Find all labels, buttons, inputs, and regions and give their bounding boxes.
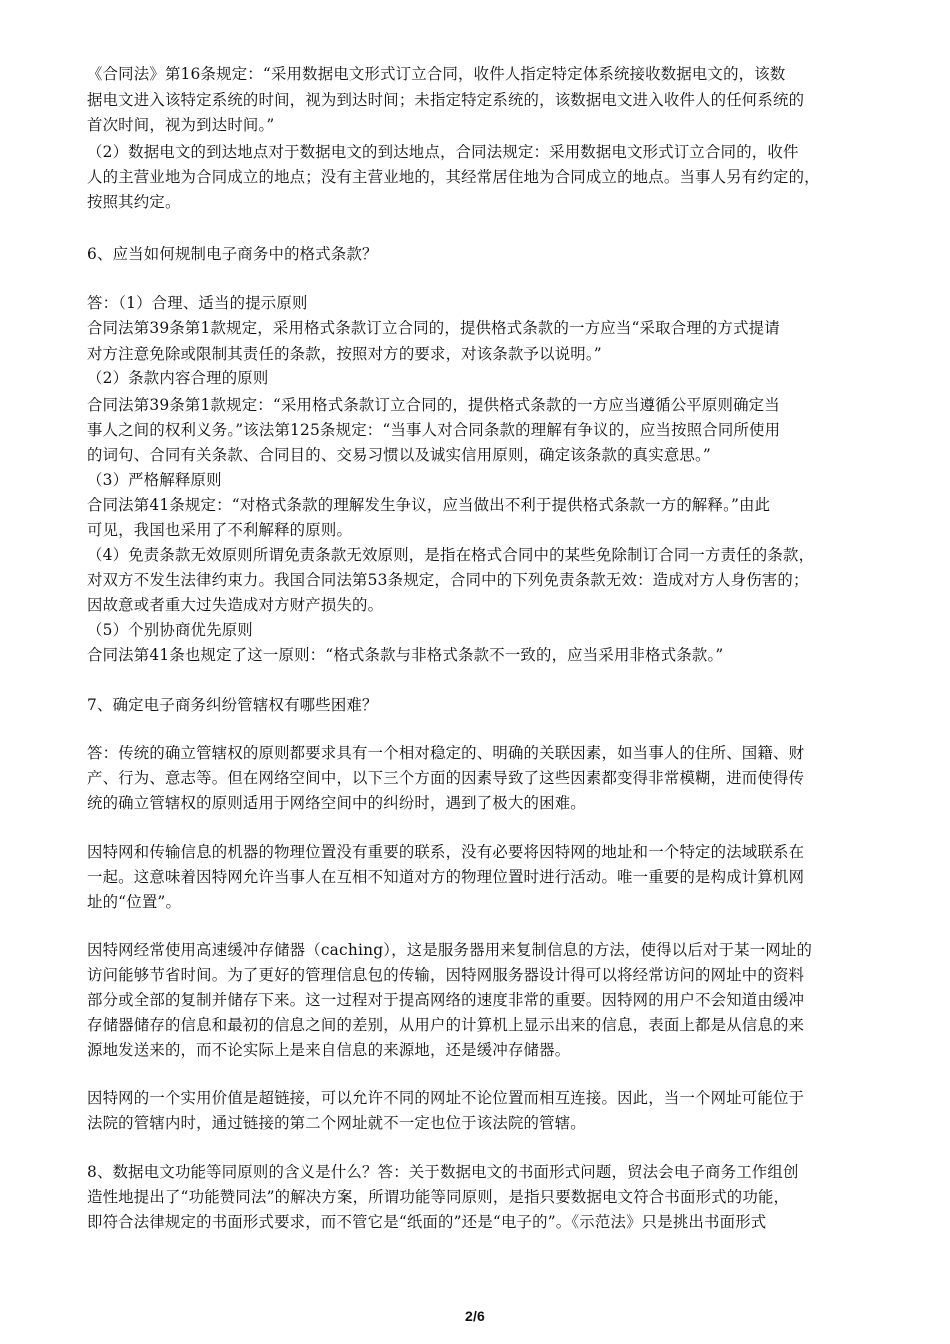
text-line: 首次时间，视为到达时间。” — [87, 116, 275, 134]
text-line: 6、应当如何规制电子商务中的格式条款？ — [87, 245, 378, 263]
text-line: 答：（1）合理、适当的提示原则 — [87, 294, 308, 312]
text-line: （4）免责条款无效原则所谓免责条款无效原则，是指在格式合同中的某些免除制订合同一方责任的条款， — [87, 546, 815, 564]
text-line: 址的“位置”。 — [87, 893, 182, 911]
text-line: 8、数据电文功能等同原则的含义是什么？答：关于数据电文的书面形式问题，贸法会电子商务工作组创 — [87, 1163, 799, 1181]
text-line: （3）严格解释原则 — [87, 471, 222, 489]
text-line: 据电文进入该特定系统的时间，视为到达时间；未指定特定系统的，该数据电文进入收件人的任何系统的 — [87, 91, 805, 109]
text-line: 合同法第39条第1款规定：“采用格式条款订立合同的，提供格式条款的一方应当遵循公平原则确定当 — [87, 396, 780, 414]
text-line: 对双方不发生法律约束力。我国合同法第53条规定，合同中的下列免责条款无效：造成对方人身伤害的； — [87, 571, 809, 589]
text-line: 部分或全部的复制并储存下来。这一过程对于提高网络的速度非常的重要。因特网的用户不会知道由缓冲 — [87, 991, 805, 1009]
text-line: 人的主营业地为合同成立的地点；没有主营业地的，其经常居住地为合同成立的地点。当事人另有约定的， — [87, 168, 820, 186]
text-line: 《合同法》第16条规定：“采用数据电文形式订立合同，收件人指定特定体系统接收数据电文的，该数 — [87, 65, 786, 83]
text-line: 因故意或者重大过失造成对方财产损失的。 — [87, 596, 384, 614]
text-line: 法院的管辖内时，通过链接的第二个网址就不一定也位于该法院的管辖。 — [87, 1114, 586, 1132]
text-line: 合同法第41条也规定了这一原则：“格式条款与非格式条款不一致的，应当采用非格式条款。” — [87, 646, 724, 664]
text-line: 答：传统的确立管辖权的原则都要求具有一个相对稳定的、明确的关联因素，如当事人的住所、国籍、财 — [87, 744, 805, 762]
text-line: （2）数据电文的到达地点对于数据电文的到达地点，合同法规定：采用数据电文形式订立合同的，收件 — [87, 143, 799, 161]
text-line: （5）个别协商优先原则 — [87, 621, 253, 639]
page-number: 2/6 — [464, 1308, 486, 1324]
text-line: 因特网的一个实用价值是超链接，可以允许不同的网址不论位置而相互连接。因此，当一个网址可能位于 — [87, 1089, 805, 1107]
text-line: 因特网和传输信息的机器的物理位置没有重要的联系，没有必要将因特网的地址和一个特定的法域联系在 — [87, 843, 805, 861]
text-line: 源地发送来的，而不论实际上是来自信息的来源地，还是缓冲存储器。 — [87, 1041, 571, 1059]
text-line: 合同法第39条第1款规定，采用格式条款订立合同的，提供格式条款的一方应当“采取合理的方式提请 — [87, 319, 780, 337]
text-line: 7、确定电子商务纠纷管辖权有哪些困难？ — [87, 696, 378, 714]
text-line: 因特网经常使用高速缓冲存储器（caching），这是服务器用来复制信息的方法，使得以后对于某一网址的 — [87, 941, 813, 959]
text-line: （2）条款内容合理的原则 — [87, 369, 269, 387]
text-line: 访问能够节省时间。为了更好的管理信息包的传输，因特网服务器设计得可以将经常访问的网址中的资料 — [87, 966, 805, 984]
text-line: 合同法第41条规定：“对格式条款的理解发生争议，应当做出不利于提供格式条款一方的解释。”由此 — [87, 496, 771, 514]
text-line: 对方注意免除或限制其责任的条款，按照对方的要求，对该条款予以说明。” — [87, 345, 602, 363]
text-line: 统的确立管辖权的原则适用于网络空间中的纠纷时，遇到了极大的困难。 — [87, 794, 586, 812]
text-line: 的词句、合同有关条款、合同目的、交易习惯以及诚实信用原则，确定该条款的真实意思。” — [87, 446, 711, 464]
text-line: 产、行为、意志等。但在网络空间中，以下三个方面的因素导致了这些因素都变得非常模糊，进而使得传 — [87, 769, 805, 787]
text-line: 按照其约定。 — [87, 193, 181, 211]
text-line: 事人之间的权利义务。”该法第125条规定：“当事人对合同条款的理解有争议的，应当按照合同所使用 — [87, 421, 781, 439]
text-line: 造性地提出了“功能赞同法”的解决方案，所谓功能等同原则，是指只要数据电文符合书面形式的功能， — [87, 1188, 790, 1206]
text-line: 存储器储存的信息和最初的信息之间的差别，从用户的计算机上显示出来的信息，表面上都是从信息的来 — [87, 1016, 805, 1034]
text-line: 一起。这意味着因特网允许当事人在互相不知道对方的物理位置时进行活动。唯一重要的是构成计算机网 — [87, 868, 805, 886]
text-line: 即符合法律规定的书面形式要求，而不管它是“纸面的”还是“电子的”。《示范法》只是挑出书面形式 — [87, 1213, 767, 1231]
text-line: 可见，我国也采用了不利解释的原则。 — [87, 521, 353, 539]
